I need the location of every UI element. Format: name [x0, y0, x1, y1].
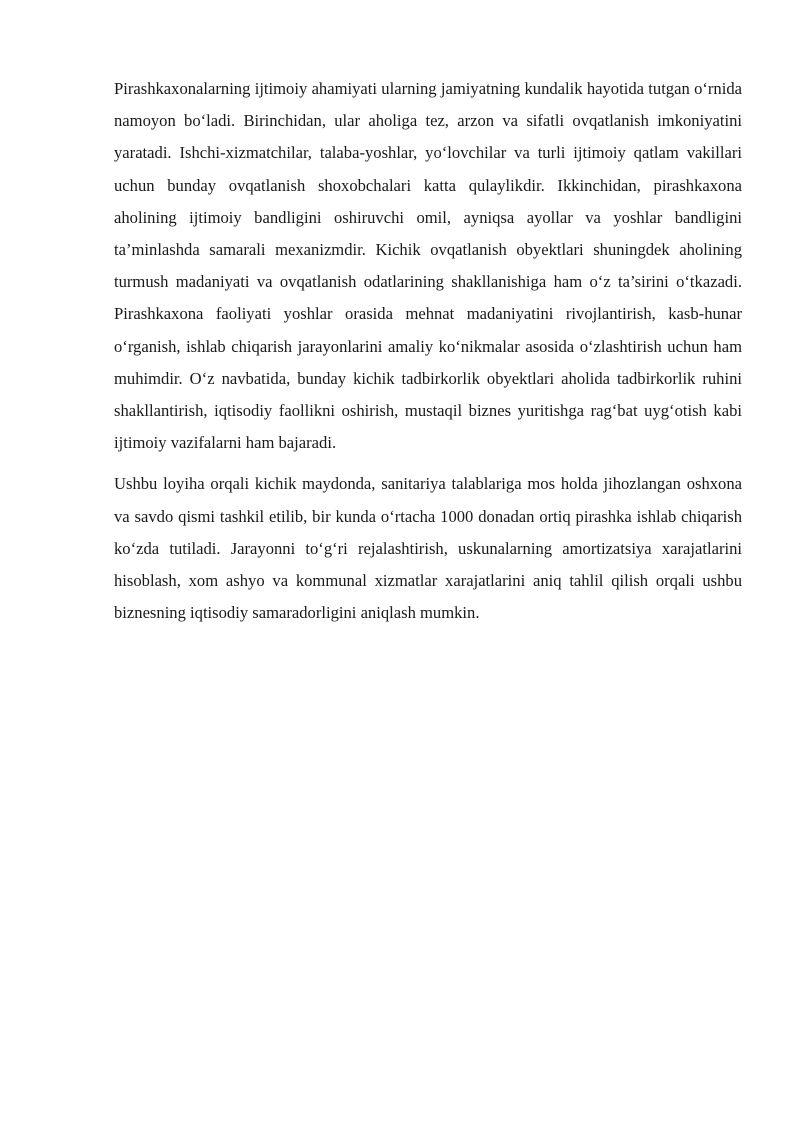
document-body [114, 73, 742, 638]
paragraph-project-description: Ushbu loyiha orqali kichik maydonda, sanitariya talablariga mos holda jihozlangan oshxona va savdo qismi tashkil etilib, bir kunda o‘rtacha 1000 donadan ortiq pirashka ishlab chiqarish ko‘zda tutiladi. Jarayonni to‘g‘ri rejalashtirish, uskunalarning amortizatsiya xarajatlarini hisoblash, xom ashyo va kommunal xizmatlar xarajatlarini aniq tahlil qilish orqali ushbu biznesning iqtisodiy samaradorligini aniqlash mumkin. [114, 474, 742, 623]
paragraph-social-importance: Pirashkaxonalarning ijtimoiy ahamiyati ularning jamiyatning kundalik hayotida tutgan o‘rnida namoyon bo‘ladi. Birinchidan, ular aholiga tez, arzon va sifatli ovqatlanish imkoniyatini yaratadi. Ishchi-xizmatchilar, talaba-yoshlar, yo‘lovchilar va turli ijtimoiy qatlam vakillari uchun bunday ovqatlanish shoxobchalari katta qulaylikdir. Ikkinchidan, pirashkaxona aholining ijtimoiy bandligini oshiruvchi omil, ayniqsa ayollar va yoshlar bandligini ta’minlashda samarali mexanizmdir. Kichik ovqatlanish obyektlari shuningdek aholining turmush madaniyati va ovqatlanish odatlarining shakllanishiga ham o‘z ta’sirini o‘tkazadi. Pirashkaxona faoliyati yoshlar orasida mehnat madaniyatini rivojlantirish, kasb-hunar o‘rganish, ishlab chiqarish jarayonlarini amaliy ko‘nikmalar asosida o‘zlashtirish uchun ham muhimdir. O‘z navbatida, bunday kichik tadbirkorlik obyektlari aholida tadbirkorlik ruhini shakllantirish, iqtisodiy faollikni oshirish, mustaqil biznes yuritishga rag‘bat uyg‘otish kabi ijtimoiy vazifalarni ham bajaradi. [114, 79, 742, 453]
